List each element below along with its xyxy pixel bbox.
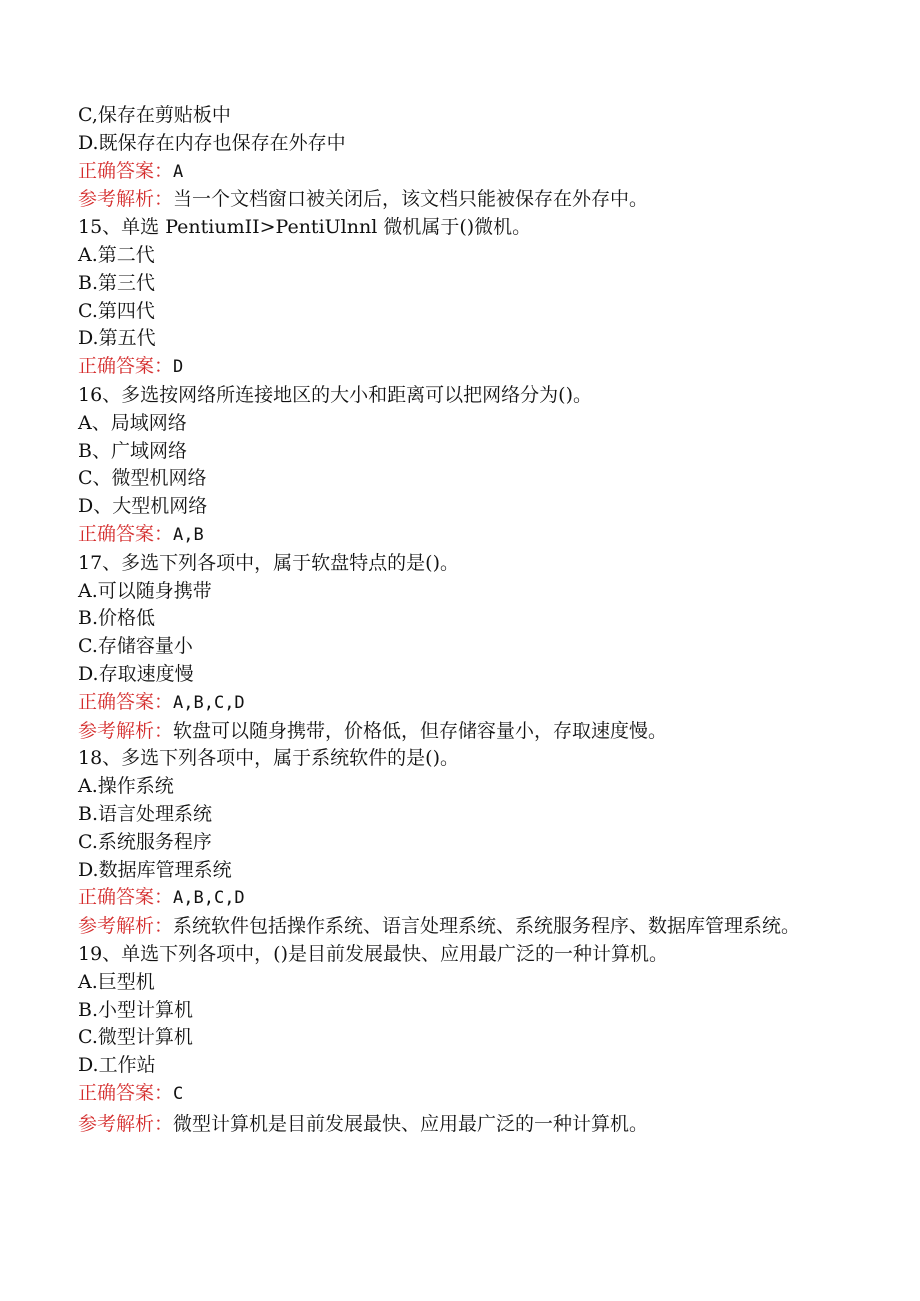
document-page (78, 102, 838, 1138)
answer-line (78, 884, 838, 913)
option-line: C.微型计算机 (78, 1026, 193, 1049)
answer-label: 正确答案： (78, 886, 174, 909)
option-line: A、局域网络 (78, 411, 187, 434)
analysis-label: 参考解析： (78, 719, 174, 742)
analysis-text: 微型计算机是目前发展最快、应用最广泛的一种计算机。 (173, 1112, 649, 1135)
answer-value: A,B (173, 524, 204, 545)
option-line: C.系统服务程序 (78, 830, 212, 853)
answer-value: A,B,C,D (173, 692, 245, 713)
analysis-text: 系统软件包括操作系统、语言处理系统、系统服务程序、数据库管理系统。 (173, 915, 801, 938)
option-line: C.第四代 (78, 299, 155, 322)
answer-label: 正确答案： (78, 1081, 174, 1104)
analysis-line (78, 718, 838, 746)
question-line: 18、多选下列各项中，属于系统软件的是()。 (78, 747, 460, 770)
answer-line (78, 521, 838, 550)
analysis-line (78, 186, 838, 214)
answer-value: A,B,C,D (173, 888, 245, 909)
analysis-line (78, 1111, 838, 1139)
question-line: 17、多选下列各项中，属于软盘特点的是()。 (78, 551, 460, 574)
question-line: 19、单选下列各项中，()是目前发展最快、应用最广泛的一种计算机。 (78, 942, 669, 965)
answer-label: 正确答案： (78, 355, 174, 378)
analysis-label: 参考解析： (78, 915, 174, 938)
analysis-label: 参考解析： (78, 1112, 174, 1135)
option-line: C,保存在剪贴板中 (78, 104, 231, 126)
option-line: D.第五代 (78, 327, 156, 350)
answer-value: A (173, 161, 184, 182)
answer-line (78, 1080, 838, 1109)
option-line: D.存取速度慢 (78, 662, 194, 685)
analysis-label: 参考解析： (78, 188, 174, 211)
answer-label: 正确答案： (78, 690, 174, 713)
option-line: A.巨型机 (78, 970, 155, 993)
answer-line (78, 353, 838, 382)
option-line: D.数据库管理系统 (78, 858, 232, 881)
option-line: B、广域网络 (78, 439, 187, 462)
question-line: 15、单选 PentiumII>PentiUlnnl 微机属于()微机。 (78, 216, 532, 239)
answer-label: 正确答案： (78, 159, 174, 182)
analysis-text: 软盘可以随身携带，价格低，但存储容量小，存取速度慢。 (173, 719, 668, 742)
option-line: C.存储容量小 (78, 635, 193, 658)
analysis-line (78, 913, 838, 941)
analysis-text: 当一个文档窗口被关闭后，该文档只能被保存在外存中。 (173, 188, 649, 211)
question-line: 16、多选按网络所连接地区的大小和距离可以把网络分为()。 (78, 383, 593, 406)
answer-value: D (173, 357, 184, 378)
answer-label: 正确答案： (78, 522, 174, 545)
option-line: A.第二代 (78, 243, 155, 266)
option-line: B.价格低 (78, 607, 156, 630)
answer-line (78, 158, 838, 187)
answer-value: C (173, 1083, 184, 1104)
option-line: D.既保存在内存也保存在外存中 (78, 131, 346, 154)
option-line: A.操作系统 (78, 775, 174, 798)
option-line: D、大型机网络 (78, 495, 208, 518)
answer-line (78, 689, 838, 718)
option-line: B.小型计算机 (78, 998, 194, 1021)
option-line: A.可以随身携带 (78, 579, 212, 602)
option-line: C、微型机网络 (78, 467, 207, 490)
option-line: B.第三代 (78, 271, 156, 294)
option-line: B.语言处理系统 (78, 802, 213, 825)
option-line: D.工作站 (78, 1054, 156, 1077)
